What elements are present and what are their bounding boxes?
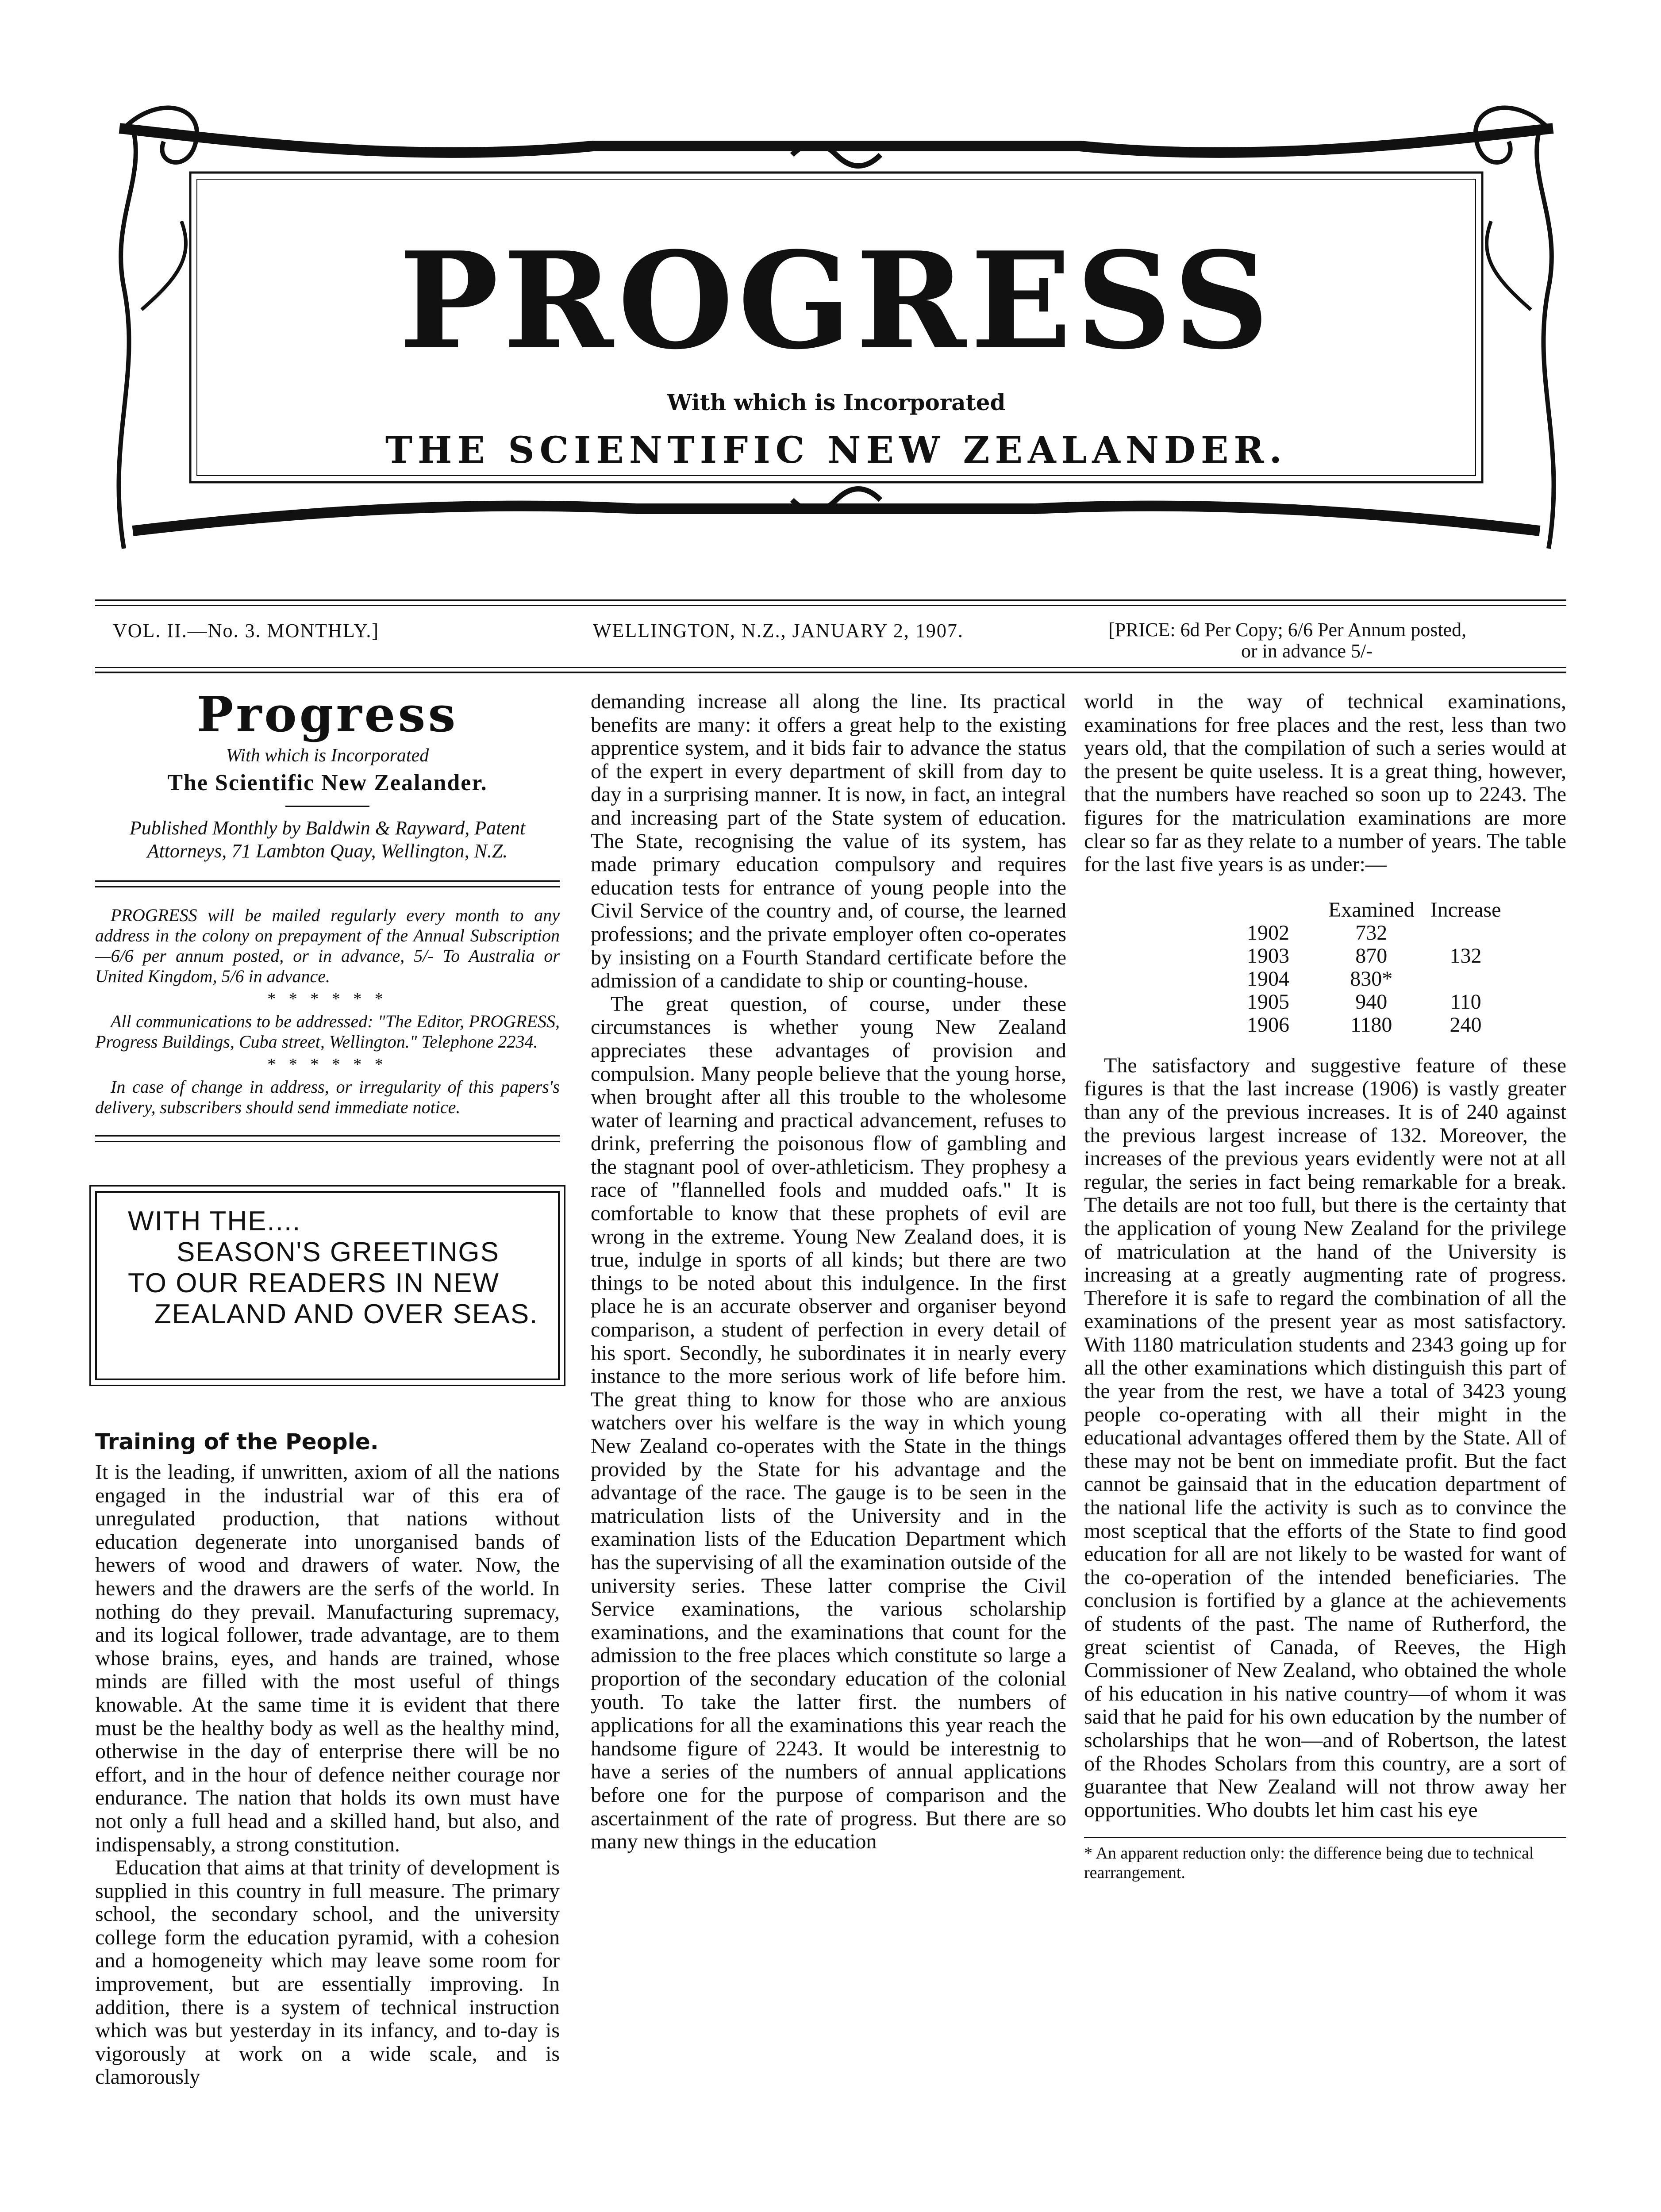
matriculation-table	[1239, 899, 1509, 1037]
table-cell: 1180	[1350, 1013, 1392, 1037]
table-cell: 1905	[1247, 990, 1289, 1014]
table-header: Increase	[1430, 898, 1501, 922]
article-paragraph: The great question, of course, under these circumstances is whether young New Zealand appreciates these advantages of provision and compulsion. Many people believe that the young horse, when brought after all this trouble to the wholesome water of learning and practical advancement, refuses to drink, preferring the poisonous flow of gambling and the stagnant pool of over-athleticism. They prophesy a race of "flannelled fools and mudded oafs." It is comfortable to know that these prophets of evil are wrong in the extreme. Young New Zealand does, it is true, indulge in sports of all kinds; but there are two things to be noted about this indulgence. In the first place he is an accurate observer and organiser beyond comparison, a student of perfection in every detail of his sport. Secondly, he subordinates it in nearly every instance to the more serious work of life before him. The great thing to know for those who are anxious watchers over his welfare is the way in which young New Zealand co-operates with the State in the things provided by the State for his advantage and the advantage of the race. The gauge is to be seen in the matriculation lists of the University and in the examination lists of the Education Department which has the supervising of all the examination outside of the university series. These latter comprise the Civil Service examinations, the various scholarship examinations, and the examinations that count for the admission to the free places which constitute so large a proportion of the secondary education of the colonial youth. To take the latter first. the numbers of applications for all the examinations this year reach the handsome figure of 2243. It would be interestnig to have a series of the numbers of annual applications before one for the purpose of comparison and the ascertainment of the rate of progress. But there are so many new things in the education	[591, 992, 1066, 1854]
delivery-notice: In case of change in address, or irregularity of this papers's delivery, subscribers should send immediate notice.	[95, 1077, 560, 1117]
column-1	[95, 686, 560, 2089]
table-cell	[1423, 922, 1509, 945]
table-row	[1239, 991, 1509, 1014]
article-paragraph: Education that aims at that trinity of development is supplied in this country in full measure. The primary school, the secondary school, and the university college form the education pyramid, with a cohesion and a homogeneity which may leave some room for improvement, but are essentially improving. In addition, there is a system of technical instruction which was but yesterday in its infancy, and to-day is vigorously at work on a wide scale, and is clamorously	[95, 1856, 560, 2089]
table-header	[1239, 899, 1320, 922]
address-notice: All communications to be addressed: "The Editor, PROGRESS, Progress Buildings, Cuba street, Wellington." Telephone 2234.	[95, 1011, 560, 1052]
issue-price-line1: [PRICE: 6d Per Copy; 6/6 Per Annum posted,	[1108, 619, 1467, 641]
masthead	[106, 88, 1566, 575]
top-rule-thin	[95, 605, 1566, 606]
column-2	[591, 690, 1066, 1854]
table-cell: 830*	[1350, 967, 1393, 991]
footnote-rule	[1084, 1837, 1566, 1838]
table-row	[1239, 968, 1509, 991]
greetings-box	[95, 1191, 560, 1380]
article-heading: Training of the People.	[95, 1429, 379, 1455]
top-rule	[95, 599, 1566, 601]
masthead-title: PROGRESS	[399, 223, 1274, 379]
subscription-notice: PROGRESS will be mailed regularly every month to any address in the colony on prepayment of the Annual Subscription—6/6 per annum posted, or in advance, 5/- To Australia or United Kingdom, 5/6 in advance.	[95, 905, 560, 986]
bottom-rule	[95, 672, 1566, 673]
issue-line	[95, 615, 1566, 664]
issue-price-line2: or in advance 5/-	[1241, 640, 1373, 662]
table-cell: 240	[1450, 1013, 1482, 1037]
stars-divider: * * * * * *	[267, 1055, 388, 1074]
table-cell: 1902	[1247, 921, 1289, 945]
table-header: Examined	[1328, 898, 1415, 922]
table-row	[1239, 945, 1509, 968]
short-rule	[285, 806, 369, 807]
issue-price	[1108, 619, 1560, 662]
table-row	[1239, 922, 1509, 945]
cover-incorporated: With which is Incorporated	[226, 745, 429, 766]
greetings-text	[128, 1206, 538, 1330]
bottom-rule-thin	[95, 667, 1566, 668]
table-cell: 870	[1355, 944, 1388, 968]
issue-place-date: WELLINGTON, N.Z., JANUARY 2, 1907.	[593, 620, 964, 641]
publisher-line: Published Monthly by Baldwin & Rayward, Patent Attorneys, 71 Lambton Quay, Wellington, N.Z.	[129, 817, 526, 862]
table-cell: 1903	[1247, 944, 1289, 968]
table-header-row	[1239, 899, 1509, 922]
article-paragraph: It is the leading, if unwritten, axiom of all the nations engaged in the industrial war of this era of unregulated production, that nations without education degenerate into unorganised bands of hewers of wood and drawers of water. Now, the hewers and the drawers are the serfs of the world. In nothing do they prevail. Manufacturing supremacy, and its logical follower, trade advantage, are to them whose brains, eyes, and hands are trained, whose minds are filled with the most useful of things knowable. At the same time it is evident that there must be the healthy body as well as the healthy mind, otherwise in the day of enterprise there will be no effort, and in the hour of defence neither courage nor endurance. The nation that holds its own must have not only a full head and a skilled hand, but also, and indispensably, a strong constitution.	[95, 1460, 560, 1856]
table-cell	[1423, 968, 1509, 991]
masthead-incorporated: With which is Incorporated	[667, 389, 1006, 415]
article-paragraph: The satisfactory and suggestive feature of these figures is that the last increase (1906) is vastly greater than any of the previous increases. It is of 240 against the previous largest increase of 132. Moreover, the increases of the previous years evidently were not at all regular, the series in fact being remarkable for a break. The details are not too full, but there is the certainty that the application of young New Zealand for the privilege of matriculation at the hand of the University is increasing at a greatly augmenting rate of progress. Therefore it is safe to regard the combination of all the examinations of the present year as most satisfactory. With 1180 matriculation students and 2343 going up for all the other examinations which distinguish this part of the year from the rest, we have a total of 3423 young people co-operating with all their might in the educational advantages offered them by the State. All of these may not be bent on immediate profit. But the fact cannot be gainsaid that in the education department of the national life the activity is such as to convince the most sceptical that the efforts of the State to find good education for all are not likely to be wasted for want of the co-operation of the intended beneficiaries. The conclusion is fortified by a glance at the achievements of students of the past. The name of Rutherford, the great scientist of Canada, of Reeves, the High Commissioner of New Zealand, who obtained the whole of his education in his native country—of whom it was said that he paid for his own education by the number of scholarships that he won—and of Robertson, the latest of the Rhodes Scholars from this country, are a sort of guarantee that New Zealand will not throw away her opportunities. Who doubts let him cast his eye	[1084, 1053, 1566, 1822]
table-cell: 1904	[1247, 967, 1289, 991]
cover-subtitle: The Scientific New Zealander.	[167, 770, 488, 795]
issue-volume: VOL. II.—No. 3. MONTHLY.]	[113, 620, 380, 641]
footnote: * An apparent reduction only: the difference being due to technical rearrangement.	[1084, 1844, 1534, 1882]
table-cell: 732	[1355, 921, 1388, 945]
greetings-line: ZEALAND AND OVER SEAS.	[154, 1299, 538, 1329]
table-cell: 110	[1450, 990, 1481, 1014]
double-rule	[95, 880, 560, 887]
greetings-line: WITH THE....	[128, 1206, 301, 1237]
article-paragraph: demanding increase all along the line. Its practical benefits are many: it offers a great help to the existing apprentice system, and it bids fair to advance the status of the expert in every department of skill from day to day in a surprising manner. It is now, in fact, an integral and increasing part of the State system of education. The State, recognising the value of its system, has made primary education compulsory and requires education tests for entrance of young people into the Civil Service of the country and, of course, the learned professions; and the private employer often co-operates by insisting on a Fourth Standard certificate before the admission of a candidate to ship or counting-house.	[591, 690, 1066, 993]
cover-title: Progress	[196, 686, 458, 743]
article-paragraph: world in the way of technical examinations, examinations for free places and the rest, less than two years old, that the compilation of such a series would at the present be quite useless. It is a great thing, however, that the numbers have reached so soon up to 2243. The figures for the matriculation examinations are more clear so far as they relate to a number of years. The table for the last five years is as under:—	[1084, 690, 1566, 876]
table-row	[1239, 1014, 1509, 1037]
greetings-line: SEASON'S GREETINGS	[177, 1237, 500, 1267]
table-cell: 1906	[1247, 1013, 1289, 1037]
masthead-subtitle: THE SCIENTIFIC NEW ZEALANDER.	[385, 429, 1288, 472]
double-rule	[95, 1135, 560, 1142]
greetings-line: TO OUR READERS IN NEW	[128, 1268, 500, 1298]
table-cell: 940	[1355, 990, 1388, 1014]
table-cell: 132	[1450, 944, 1482, 968]
stars-divider: * * * * * *	[267, 990, 388, 1008]
column-3	[1084, 690, 1566, 1882]
